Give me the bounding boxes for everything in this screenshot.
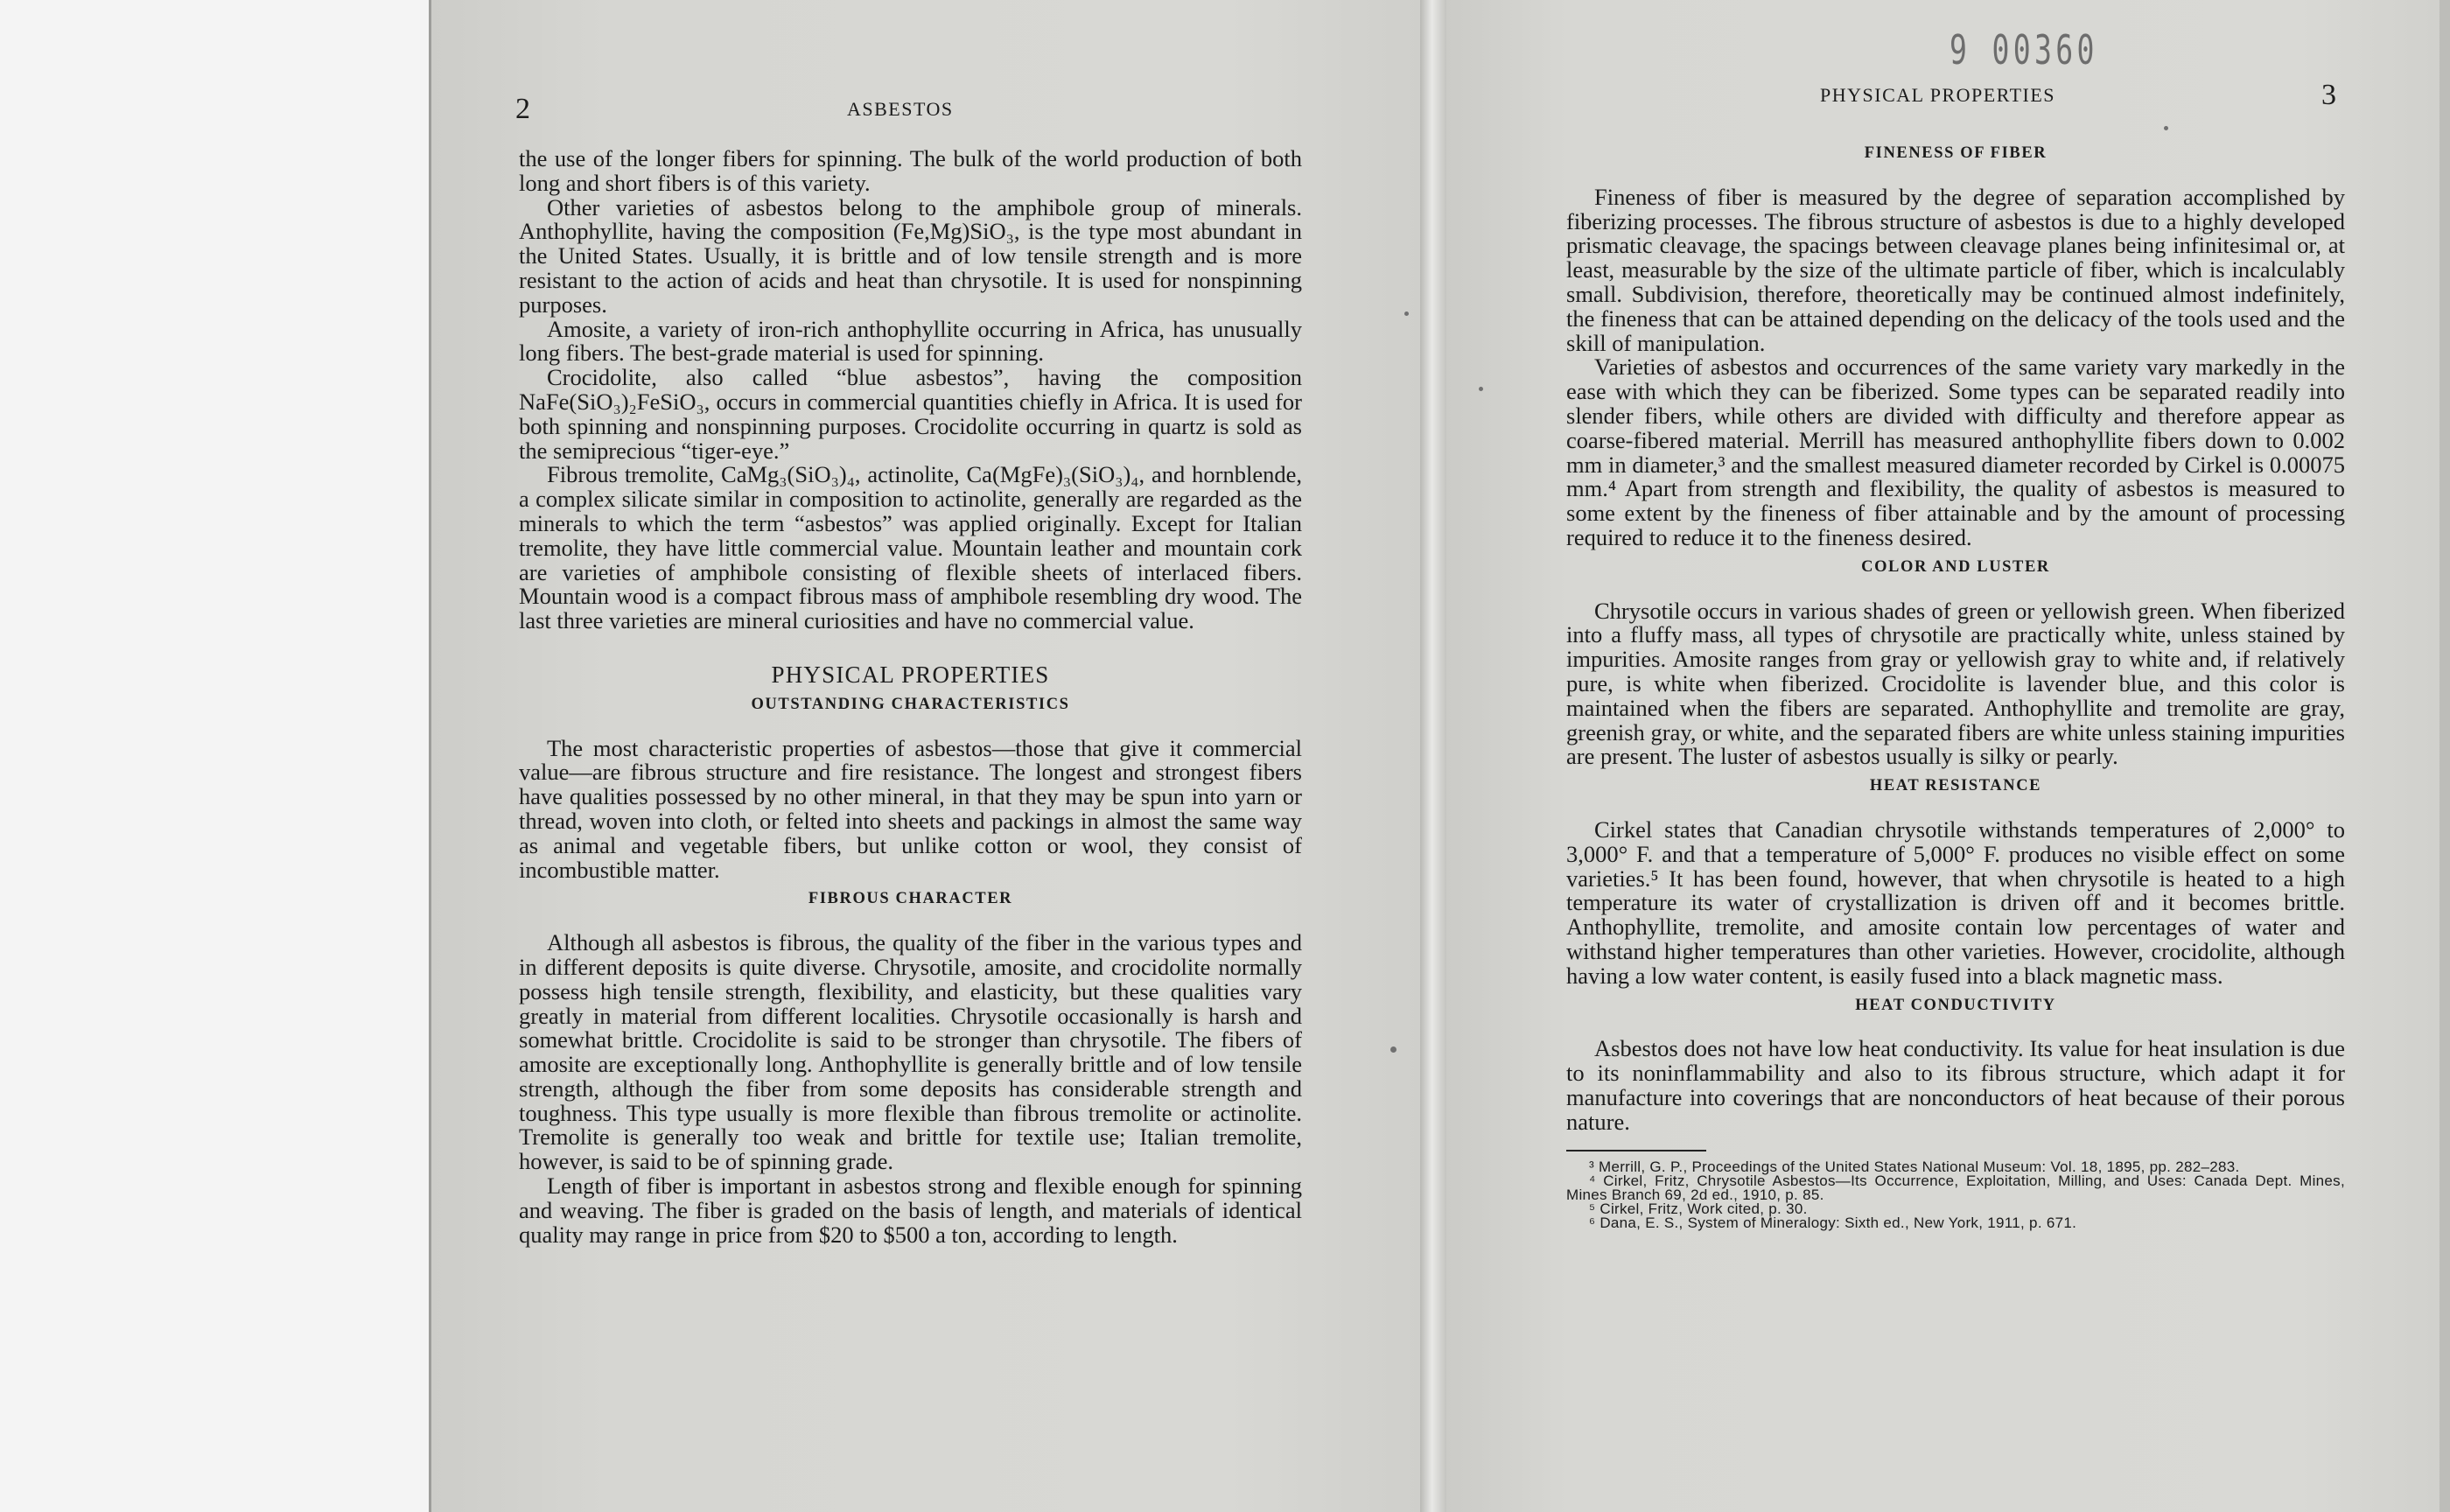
left-text-column bbox=[519, 147, 1302, 1247]
paragraph: Crocidolite, also called “blue asbestos”, having the composition NaFe(SiO₃)₂FeSiO₃, occurs in commercial quantities chiefly in Africa. It is used for both spinning and nonspinning purposes. Crocidolite occurring in quartz is sold as the semiprecious “tiger-eye.” bbox=[519, 364, 1302, 464]
subhead-fibrous-character: FIBROUS CHARACTER bbox=[808, 890, 1013, 908]
paragraph: Length of fiber is important in asbestos strong and flexible enough for spinning and weaving. The fiber is graded on the basis of length, and materials of identical quality may range in price from $20 to $500 a ton, according to length. bbox=[519, 1172, 1302, 1248]
paragraph: Asbestos does not have low heat conductivity. Its value for heat insulation is due to its noninflammability and also to its fibrous structure, which adapt it for manufacture into coverings that are nonconductors of heat because of their porous nature. bbox=[1566, 1035, 2345, 1135]
paragraph: Varieties of asbestos and occurrences of the same variety vary markedly in the ease with which they can be fiberized. Some types can be separated readily into slender fibers, while others are divided with difficulty and therefore appear as coarse-fibered material. Merrill has measured anthophyllite fibers down to 0.002 mm in diameter,³ and the smallest measured diameter recorded by Cirkel is 0.00075 mm.⁴ Apart from strength and flexibility, the quality of asbestos is measured to some extent by the fineness of fiber attainable and by the amount of processing required to reduce it to the fineness desired. bbox=[1566, 354, 2345, 550]
right-page bbox=[1446, 0, 2450, 1512]
paragraph: Amosite, a variety of iron-rich anthophyllite occurring in Africa, has unusually long fibers. The best-grade material is used for spinning. bbox=[519, 315, 1302, 367]
right-running-head: PHYSICAL PROPERTIES bbox=[1820, 84, 2056, 106]
left-page-number: 2 bbox=[515, 93, 530, 125]
paragraph: Fineness of fiber is measured by the degree of separation accomplished by fiberizing processes. The fibrous structure of asbestos is due to a highly developed prismatic cleavage, the spacings between cleavage planes being infinitesimal or, at least, measurable by the size of the ultimate particle of fiber, which is incalculably small. Subdivision, therefore, theoretically may be continued almost indefinitely, the fineness that can be attained depending on the delicacy of the tools used and the skill of manipulation. bbox=[1566, 183, 2345, 356]
paragraph: Fibrous tremolite, CaMg₃(SiO₃)₄, actinolite, Ca(MgFe)₃(SiO₃)₄, and hornblende, a complex silicate similar in composition to actinolite, generally are regarded as the minerals to which the term “asbestos” was applied originally. Except for Italian tremolite, they have little commercial value. Mountain leather and mountain cork are varieties of amphibole consisting of flexible sheets of interlaced fibers. Mountain wood is a compact fibrous mass of amphibole resembling dry wood. The last three varieties are mineral curiosities and have no commercial value. bbox=[519, 461, 1302, 634]
paragraph: Chrysotile occurs in various shades of green or yellowish green. When fiberized into a fluffy mass, all types of chrysotile are practically white, unless stained by impurities. Amosite ranges from gray or yellowish gray to white and, if relatively pure, is white when fiberized. Crocidolite is lavender blue, and this color is maintained when the fibers are separated. Anthophyllite and tremolite are gray, greenish gray, or white, and the separated fibers are white unless staining impurities are present. The luster of asbestos usually is silky or pearly. bbox=[1566, 597, 2345, 770]
book-gutter bbox=[1420, 0, 1446, 1512]
footnotes bbox=[1566, 1160, 2345, 1230]
paragraph: the use of the longer fibers for spinning. The bulk of the world production of both long and short fibers is of this variety. bbox=[519, 145, 1302, 196]
left-page bbox=[431, 0, 1420, 1512]
subhead-heat-resistance: HEAT RESISTANCE bbox=[1869, 777, 2042, 795]
right-text-column bbox=[1566, 136, 2345, 1230]
subhead-fineness-of-fiber: FINENESS OF FIBER bbox=[1864, 144, 2048, 162]
paragraph: The most characteristic properties of asbestos—those that give it commercial value—are fibrous structure and fire resistance. The longest and strongest fibers have qualities possessed by no other mineral, in that they may be spun into yarn or thread, woven into cloth, or felted into sheets and packings in almost the same way as animal and vegetable fibers, but unlike cotton or wool, they consist of incombustible matter. bbox=[519, 734, 1302, 883]
subhead-outstanding-characteristics: OUTSTANDING CHARACTERISTICS bbox=[751, 695, 1070, 713]
right-page-number: 3 bbox=[2321, 79, 2336, 111]
section-title: PHYSICAL PROPERTIES bbox=[771, 661, 1050, 688]
paragraph: Other varieties of asbestos belong to the amphibole group of minerals. Anthophyllite, having the composition (Fe,Mg)SiO₃, is the type most abundant in the United States. Usually, it is brittle and of low tensile strength and is more resistant to the action of acids and heat than chrysotile. It is used for nonspinning purposes. bbox=[519, 193, 1302, 318]
subhead-heat-conductivity: HEAT CONDUCTIVITY bbox=[1855, 996, 2056, 1014]
footnote: ⁶ Dana, E. S., System of Mineralogy: Sixth ed., New York, 1911, p. 671. bbox=[1589, 1214, 2077, 1232]
footnote-rule bbox=[1566, 1150, 1706, 1152]
footnote: ⁴ Cirkel, Fritz, Chrysotile Asbestos—Its Occurrence, Exploitation, Milling, and Uses: Canada Dept. Mines, Mines Branch 69, 2d ed., 1910, p. 85. bbox=[1566, 1172, 2345, 1204]
scan-speck bbox=[1390, 1046, 1396, 1053]
scan-speck bbox=[1479, 387, 1483, 391]
archive-stamp-number: 9 00360 bbox=[1950, 26, 2098, 74]
scan-speck bbox=[2164, 126, 2168, 130]
scan-right-edge bbox=[2440, 0, 2450, 1512]
scan-left-margin bbox=[0, 0, 429, 1512]
paragraph: Although all asbestos is fibrous, the quality of the fiber in the various types and in different deposits is quite diverse. Chrysotile, amosite, and crocidolite normally possess high tensile strength, flexibility, and elasticity, but these qualities vary greatly in material from different localities. Chrysotile occasionally is harsh and somewhat brittle. Crocidolite is said to be stronger than chrysotile. The fibers of amosite are exceptionally long. Anthophyllite is generally brittle and of low tensile strength, although the fiber from some deposits has considerable strength and toughness. This type usually is more flexible than fibrous tremolite or actinolite. Tremolite is generally too weak and brittle for textile use; Italian tremolite, however, is said to be of spinning grade. bbox=[519, 929, 1302, 1175]
scan-speck bbox=[1404, 312, 1409, 316]
footnote: ³ Merrill, G. P., Proceedings of the United States National Museum: Vol. 18, 1895, pp. 282–283. bbox=[1589, 1158, 2240, 1176]
paragraph: Cirkel states that Canadian chrysotile withstands temperatures of 2,000° to 3,000° F. and that a temperature of 5,000° F. produces no visible effect on some varieties.⁵ It has been found, however, that when chrysotile is heated to a high temperature its water of crystallization is driven off and it becomes brittle. Anthophyllite, tremolite, and amosite contain low percentages of water and withstand higher temperatures than other varieties. However, crocidolite, although having a low water content, is easily fused into a black magnetic mass. bbox=[1566, 816, 2345, 989]
footnote: ⁵ Cirkel, Fritz, Work cited, p. 30. bbox=[1589, 1200, 1808, 1218]
subhead-color-and-luster: COLOR AND LUSTER bbox=[1861, 557, 2050, 576]
left-running-head: ASBESTOS bbox=[847, 98, 954, 120]
